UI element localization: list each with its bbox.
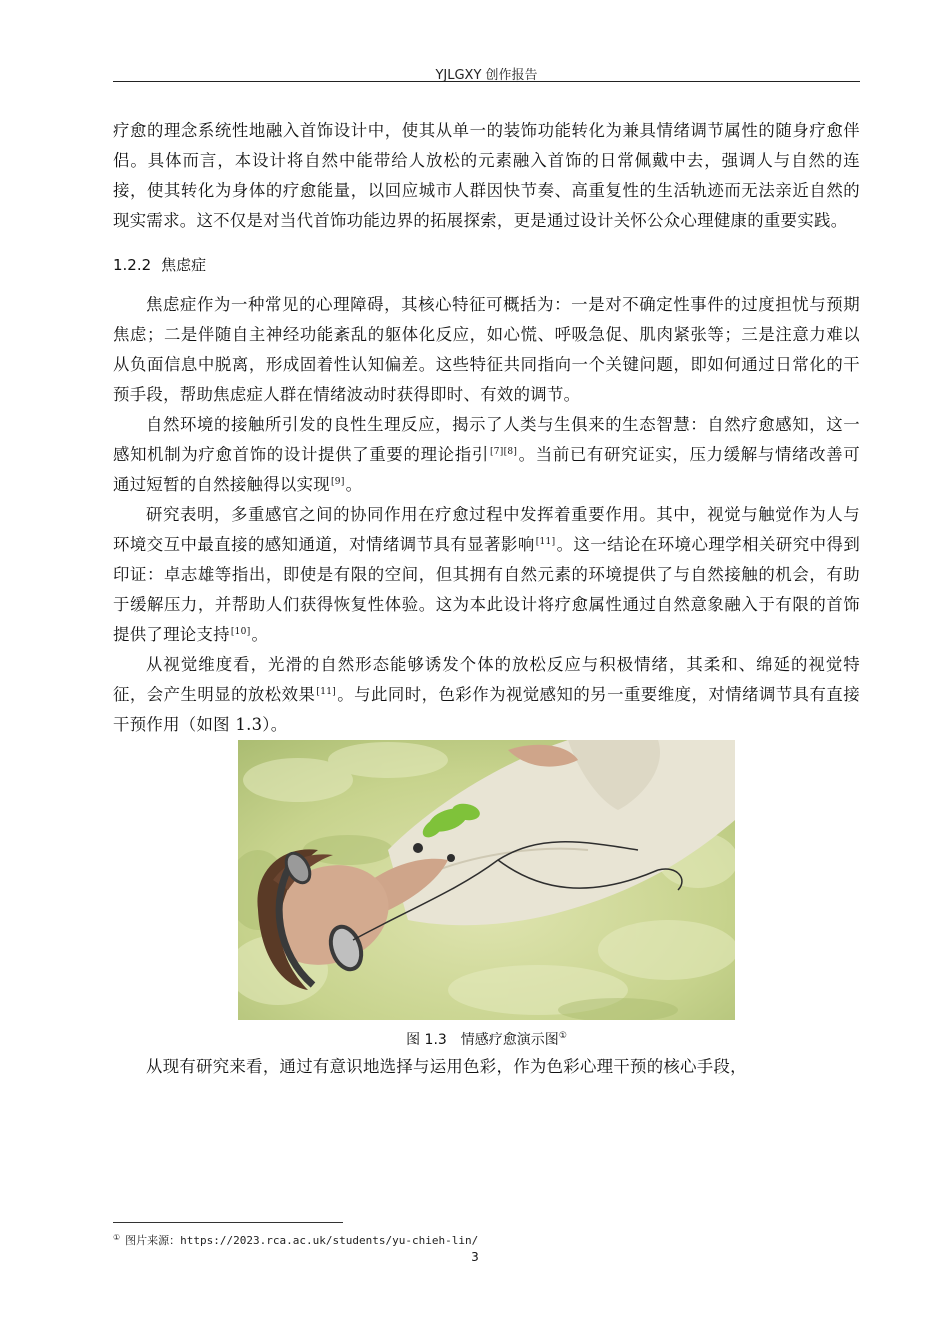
section-title: 焦虑症	[161, 256, 207, 274]
page-header: YJLGXY 创作报告	[435, 68, 538, 83]
footnote-mark: ①	[113, 1233, 121, 1242]
text-run: 。当前已有研究证实，压力缓解与情绪改善可通过短暂的自然接触得以实现	[113, 445, 861, 494]
text-run: 。这一结论在环境心理学相关研究中得到印证：卓志雄等指出，即使是有限的空间，但其拥有自然元素的环境提供了与自然接触的机会，有助于缓解压力，并帮助人们获得恢复性体验。这为本此设计将疗愈属性通过自然意象融入于有限的首饰提供了理论支持	[113, 535, 861, 644]
text-run: 。	[251, 625, 269, 644]
footnote	[113, 1232, 478, 1248]
figure-caption	[113, 1030, 860, 1050]
text-run: 研究表明，多重感官之间的协同作用在疗愈过程中发挥着重要作用。其中，视觉与触觉作为人与环境交互中最直接的感知通道，对情绪调节具有显著影响	[113, 505, 860, 554]
citation-ref[interactable]: [7][8]	[489, 447, 518, 457]
footnote-mark[interactable]: ①	[558, 1031, 567, 1041]
page-content	[113, 116, 860, 1082]
citation-ref[interactable]: [11]	[535, 537, 556, 547]
paragraph-intro: 疗愈的理念系统性地融入首饰设计中，使其从单一的装饰功能转化为兼具情绪调节属性的随身疗愈伴侣。具体而言，本设计将自然中能带给人放松的元素融入首饰的日常佩戴中去，强调人与自然的连接，使其转化为身体的疗愈能量，以回应城市人群因快节奏、高重复性的生活轨迹而无法亲近自然的现实需求。这不仅是对当代首饰功能边界的拓展探索，更是通过设计关怀公众心理健康的重要实践。	[113, 121, 860, 230]
section-number: 1.2.2	[113, 256, 152, 274]
page-number: 3	[471, 1250, 479, 1264]
figure	[113, 740, 860, 1020]
citation-ref[interactable]: [9]	[330, 477, 345, 487]
footnote-rule	[113, 1222, 343, 1223]
text-run: 自然环境的接触所引发的良性生理反应，揭示了人类与生俱来的生态智慧：自然疗愈感知，这一感知机制为疗愈首饰的设计提供了重要的理论指引	[113, 415, 860, 464]
paragraph-anxiety: 焦虑症作为一种常见的心理障碍，其核心特征可概括为：一是对不确定性事件的过度担忧与预期焦虑；二是伴随自主神经功能紊乱的躯体化反应，如心慌、呼吸急促、肌肉紧张等；三是注意力难以从负面信息中脱离，形成固着性认知偏差。这些特征共同指向一个关键问题，即如何通过日常化的干预手段，帮助焦虑症人群在情绪波动时获得即时、有效的调节。	[113, 295, 860, 404]
person-lying-on-rug-illustration	[238, 740, 735, 1020]
footnote-label: 图片来源：	[125, 1234, 181, 1247]
caption-text: 图 1.3 情感疗愈演示图	[406, 1032, 559, 1048]
paragraph-senses	[113, 500, 860, 650]
paragraph-nature	[113, 410, 860, 500]
figure-photo	[238, 740, 735, 1020]
section-heading	[113, 250, 860, 280]
citation-ref[interactable]: [10]	[230, 627, 251, 637]
header-rule	[113, 81, 860, 82]
paragraph-color: 从现有研究来看，通过有意识地选择与运用色彩，作为色彩心理干预的核心手段，	[146, 1057, 747, 1076]
text-run: 从视觉维度看，光滑的自然形态能够诱发个体的放松反应与积极情绪，其柔和、绵延的视觉特征，会产生明显的放松效果	[113, 655, 860, 704]
paragraph-visual	[113, 650, 860, 740]
citation-ref[interactable]: [11]	[316, 687, 337, 697]
footnote-url[interactable]: https://2023.rca.ac.uk/students/yu-chieh-lin/	[180, 1234, 479, 1247]
text-run: 。	[345, 475, 363, 494]
text-run: 。与此同时，色彩作为视觉感知的另一重要维度，对情绪调节具有直接干预作用（如图 1.3）。	[113, 685, 860, 734]
